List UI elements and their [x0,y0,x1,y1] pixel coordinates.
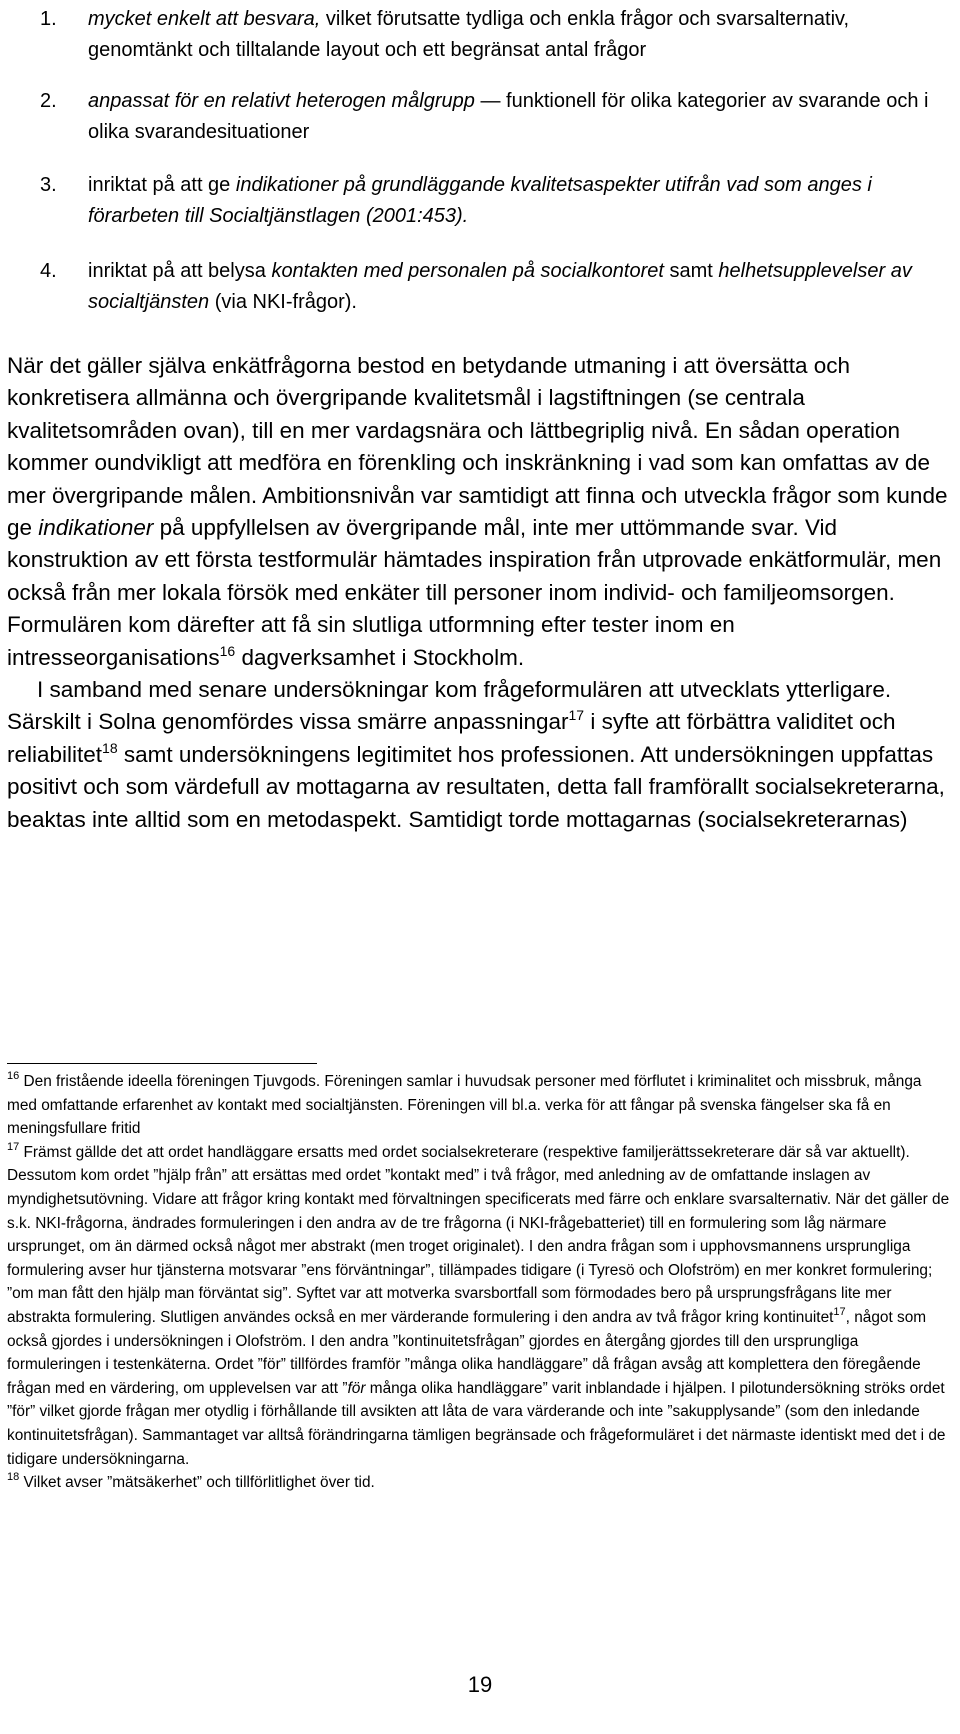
list-number: 4. [40,260,57,282]
list-text-run: vilket förutsatte tydliga och enkla frågor och svarsalternativ, genomtänkt och tilltalande layout och ett begränsat antal frågor [88,8,850,61]
list-text-italic: helhetsupplevelser av socialtjänsten [88,260,912,313]
text-run: dagverksamhet i Stockholm. [235,644,525,670]
footnote-ref[interactable]: 17 [568,707,585,724]
footnotes [7,1070,955,1495]
list-text-run: (via NKI-frågor). [209,291,357,313]
text-run: I samband med senare undersökningar kom frågeformulären att utvecklats ytterligare. Särskilt i Solna genomfördes vissa smärre anpassningar [7,677,892,735]
body-paragraph [7,350,953,674]
footnote [7,1471,955,1495]
body-paragraph [7,674,953,836]
list-text-run: inriktat på att ge [88,174,236,196]
list-text [88,4,948,66]
text-italic: indikationer [38,515,154,541]
list-text-italic: anpassat för en relativt heterogen målgrupp [88,90,475,112]
footnote-text: , något som också gjordes i undersökningen i Olofström. I den andra ”kontinuitetsfrågan” gjordes en återgång gjordes till den ursprungliga formuleringen i testenkäterna. Ordet ”för” tillfördes framför ”många olika handläggare” då frågan avsåg att komplettera den föregående frågan med en värdering, om upplevelsen var att ” [7,1308,927,1397]
footnote-marker: 18 [7,1471,20,1484]
footnote-text: Den fristående ideella föreningen Tjuvgods. Föreningen samlar i huvudsak personer med förflutet i kriminalitet och missbruk, många med omfattande erfarenhet av kontakt med socialtjänsten. Föreningen vill bl.a. verka för att fångar på svenska fängelser ska få en meningsfullare fritid [7,1073,922,1138]
list-text-run: — funktionell för olika kategorier av svarande och i olika svarandesituationer [88,90,929,143]
list-text-italic: mycket enkelt att besvara, [88,8,321,30]
list-text [88,256,948,318]
list-text-run: inriktat på att belysa [88,260,272,282]
body-text [7,350,953,836]
footnote-text: många olika handläggare” varit inblandade i hjälpen. I pilotundersökning ströks ordet ”för” vilket gjorde frågan mer otydlig i förhållande till avsikten att låta de vara värderande och inte ”sakupplysande” (som den inledande kontinuitetsfrågan). Sammantaget var alltså förändringarna tämligen begränsade och frågeformuläret i det närmaste identiskt med det i de tidigare undersökningarna. [7,1379,946,1468]
text-run: samt undersökningens legitimitet hos professionen. Att undersökningen uppfattas positivt och som värdefull av mottagarna av resultaten, detta fall framförallt socialsekreterarna, beaktas inte alltid som en metodaspekt. Samtidigt torde mottagarnas (socialsekreterarnas) [7,741,945,832]
footnote-ref[interactable]: 16 [219,642,236,659]
text-run: på uppfyllelsen av övergripande mål, inte mer uttömmande svar. Vid konstruktion av ett första testformulär hämtades inspiration från utprovade enkätformulär, men också från mer lokala försök med enkäter till personer inom individ- och familjeomsorgen. Formulären kom därefter att få sin slutliga utformning efter tester inom en intresseorganisations [7,515,942,670]
list-text-italic: kontakten med personalen på socialkontoret [271,260,664,282]
list-text [88,86,948,148]
footnote-separator [7,1063,317,1064]
footnote-text-italic: för [347,1379,366,1397]
text-run: i syfte att förbättra validitet och reliabilitet [7,709,896,767]
list-text-italic: indikationer på grundläggande kvalitetsaspekter utifrån vad som anges i förarbeten till Socialtjänstlagen (2001:453). [88,174,872,227]
list-number: 2. [40,90,57,112]
list-text-run: samt [663,260,719,282]
footnote-text: Vilket avser ”mätsäkerhet” och tillförlitlighet över tid. [19,1474,375,1492]
list-number: 1. [40,8,57,30]
footnote [7,1141,955,1471]
page-number: 19 [467,1672,493,1697]
footnote-ref[interactable]: 17 [833,1305,846,1318]
footnote-marker: 16 [7,1070,20,1082]
footnote-ref[interactable]: 18 [102,739,118,756]
footnote [7,1070,955,1141]
footnote-text: Främst gällde det att ordet handläggare ersatts med ordet socialsekreterare (respektive familjerättssekreterare där så var aktuellt). Dessutom kom ordet ”hjälp från” att ersättas med ordet ”kontakt med” i två frågor, med anledning av de omfattande inslagen av myndighetsutövning. Vidare att frågor kring kontakt med förvaltningen specificerats med färre och enklare svarsalternativ. När det gäller de s.k. NKI-frågorna, ändrades formuleringen i den andra av de tre frågorna (i NKI-frågebatteriet) till en formulering som låg närmare ursprunget, om än därmed också något mer abstrakt (men troget originalet). I den andra frågan som i upphovsmannens ursprungliga formulering avser hur tjänsterna motsvarar ”ens förväntningar”, tillämpades tidigare (i Tyresö och Olofström) en mer konkret formulering; ”om man fått den hjälp man förväntat sig”. Syftet var att motverka svarsbortfall som förmodades bero på ursprungsfrågans lite mer abstrakta formulering. Slutligen användes också en mer värderande formulering i den andra av två frågor kring kontinuitet [7,1143,950,1326]
list-number: 3. [40,174,57,196]
list-text [88,170,948,232]
text-run: När det gäller själva enkätfrågorna bestod en betydande utmaning i att översätta och konkretisera allmänna och övergripande kvalitetsmål i lagstiftningen (se centrala kvalitetsområden ovan), till en mer vardagsnära och lättbegriplig nivå. En sådan operation kommer oundvikligt att medföra en förenkling och inskränkning i vad som kan omfattas av de mer övergripande målen. Ambitionsnivån var samtidigt att finna och utveckla frågor som kunde ge [7,353,948,541]
footnote-marker: 17 [7,1140,20,1153]
